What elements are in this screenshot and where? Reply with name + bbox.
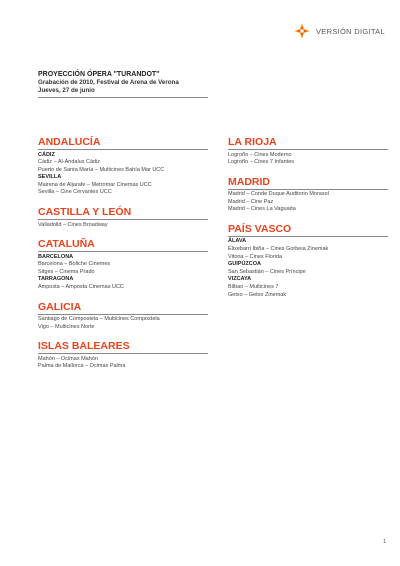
cinema-entry: Palma de Mallorca – Ocimax Palma (38, 363, 126, 370)
brand-logo (294, 20, 385, 42)
region-section (38, 206, 208, 229)
province-heading: TARRAGONA (38, 276, 74, 283)
star-logo-icon (294, 23, 310, 39)
cinema-entry: Sitges – Cinema Prado (38, 268, 95, 275)
region-heading: MADRID (228, 176, 388, 190)
region-heading: LA RIOJA (228, 136, 388, 150)
region-heading: ANDALUCÍA (38, 136, 208, 150)
cinema-entry: Sevilla – Cine Cervantes UCC (38, 189, 112, 196)
section-gap (38, 229, 208, 238)
cinema-entry: Mahón – Ocimax Mahón (38, 355, 98, 362)
cinema-entry: Mairena de Aljarafe – Metromar Cinemas UCC (38, 181, 152, 188)
section-gap (228, 214, 388, 223)
region-section (228, 223, 388, 299)
province-heading: VIZCAYA (228, 276, 252, 283)
region-section (228, 176, 388, 214)
region-section (38, 340, 208, 371)
province-heading: BARCELONA (38, 253, 74, 260)
region-section (38, 301, 208, 332)
brand-name: VERSIÓN DIGITAL (316, 26, 385, 36)
cinema-entry: Madrid – Conde Duque Auditorio Morasol (228, 191, 329, 198)
cinema-entry: Logroño – Cines Moderno (228, 151, 292, 158)
region-section (38, 238, 208, 291)
page-number: 1 (383, 539, 387, 545)
document-title: PROYECCIÓN ÓPERA "TURANDOT" (38, 71, 160, 78)
cinema-entry: Getxo – Getxo Zinemak (228, 291, 287, 298)
region-heading: CASTILLA Y LEÓN (38, 206, 208, 220)
region-heading: PAÍS VASCO (228, 223, 388, 237)
province-heading: ÁLAVA (228, 238, 247, 245)
cinema-entry: Vitoria – Cines Florida (228, 253, 283, 260)
region-section (228, 136, 388, 167)
left-column (38, 136, 208, 371)
cinema-entry: Santiago de Compostela – Multicines Compostela (38, 316, 160, 323)
cinema-entry: Cádiz – Al-Andalus Cádiz (38, 159, 101, 166)
province-heading: SEVILLA (38, 174, 62, 181)
cinema-entry: Elixebarri Ibiña – Cines Gorbeia Zinemak (228, 246, 329, 253)
province-heading: GUIPÚZCOA (228, 261, 261, 268)
region-section (38, 136, 208, 197)
section-gap (38, 292, 208, 301)
cinema-entry: Bilbao – Multicines 7 (228, 284, 279, 291)
section-gap (38, 197, 208, 206)
region-heading: CATALUÑA (38, 238, 208, 252)
cinema-entry: Amposta – Amposta Cinemas UCC (38, 284, 124, 291)
cinema-entry: Barcelona – Boliche Cinemes (38, 261, 111, 268)
section-gap (228, 167, 388, 176)
section-gap (38, 331, 208, 340)
cinema-entry: Vigo – Multicines Norte (38, 323, 95, 330)
cinema-entry: Puerto de Santa María – Multicines Bahía Mar UCC (38, 166, 165, 173)
cinema-entry: Madrid – Cine Paz (228, 198, 274, 205)
header-divider (38, 97, 208, 98)
cinema-entry: Valladolid – Cines Broadway (38, 221, 108, 228)
cinema-entry: Madrid – Cines La Vaguada (228, 206, 296, 213)
cinema-entry: San Sebastián – Cines Príncipe (228, 268, 306, 275)
document-subtitle: Grabación de 2010, Festival de Arena de Verona (38, 79, 179, 86)
cinema-entry: Logroño – Cines 7 Infantes (228, 159, 295, 166)
province-heading: CÁDIZ (38, 151, 55, 158)
event-date: Jueves, 27 de junio (38, 87, 95, 94)
right-column (228, 136, 388, 299)
region-heading: GALICIA (38, 301, 208, 315)
document-header (38, 70, 208, 98)
region-heading: ISLAS BALEARES (38, 340, 208, 354)
